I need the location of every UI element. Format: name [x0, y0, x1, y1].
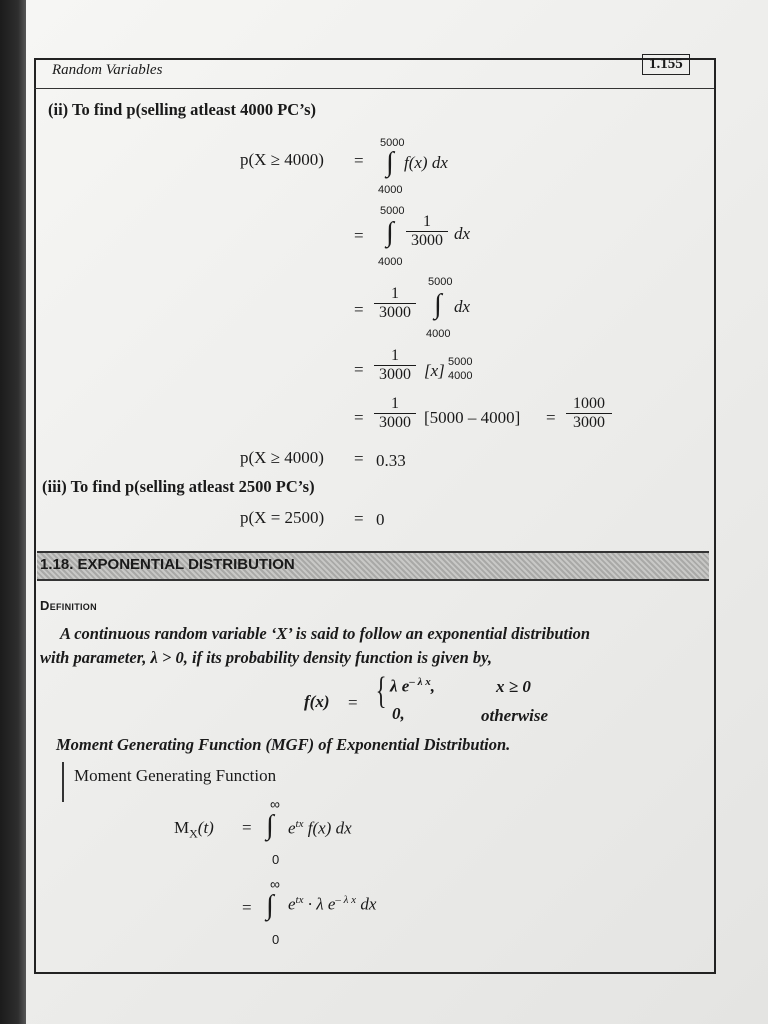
- equals-sign: =: [354, 408, 364, 427]
- page-frame: [34, 58, 716, 974]
- fraction-1-over-3000: [374, 347, 416, 384]
- upper-limit-infinity: ∞: [270, 796, 280, 812]
- bracket-difference: [5000 – 4000]: [424, 408, 521, 427]
- upper-limit-infinity: ∞: [270, 876, 280, 892]
- lower-limit: 4000: [378, 256, 403, 268]
- definition-line-2: with parameter, λ > 0, if its probability density function is given by,: [40, 648, 493, 667]
- equals-sign: =: [354, 300, 364, 319]
- running-title: Random Variables: [52, 62, 163, 78]
- definition-label: Definition: [40, 598, 97, 613]
- equals-sign: =: [242, 818, 252, 837]
- numerator: 1: [406, 213, 448, 232]
- margin-bar: [62, 762, 64, 802]
- upper-limit: 5000: [380, 205, 405, 217]
- section-title: 1.18. EXPONENTIAL DISTRIBUTION: [40, 556, 295, 573]
- pdf-lhs: f(x): [304, 692, 330, 711]
- bracket-x: [x]: [424, 361, 445, 380]
- lower-limit: 4000: [426, 328, 451, 340]
- numerator: 1: [374, 347, 416, 366]
- page-number: 1.155: [642, 54, 690, 75]
- numerator: 1: [374, 285, 416, 304]
- integral-sign: ∫: [386, 217, 394, 248]
- pdf-case1-condition: x ≥ 0: [496, 677, 531, 696]
- integral-sign: ∫: [266, 890, 274, 921]
- mgf-M: M: [174, 818, 190, 837]
- upper-limit: 5000: [380, 137, 405, 149]
- fraction-1-over-3000: [374, 395, 416, 432]
- lhs-prob-2500: p(X = 2500): [240, 508, 325, 527]
- lower-limit: 4000: [378, 184, 403, 196]
- lhs-prob-4000: p(X ≥ 4000): [240, 150, 324, 169]
- bracket-upper: 5000: [448, 356, 473, 368]
- e-base: e: [288, 818, 296, 838]
- book-page: [26, 0, 768, 1024]
- pdf-case2-condition: otherwise: [481, 706, 549, 725]
- denominator: 3000: [411, 232, 443, 249]
- integrand-fx-dx: f(x) dx: [404, 153, 448, 172]
- denominator: 3000: [379, 414, 411, 431]
- definition-line-1: A continuous random variable ‘X’ is said to follow an exponential distribution: [60, 624, 591, 643]
- e-base: e: [288, 894, 296, 914]
- equals-sign: =: [546, 408, 556, 427]
- mgf-integrand-2: [288, 894, 376, 915]
- mgf-lhs: [174, 818, 214, 841]
- equals-sign: =: [354, 151, 364, 170]
- equals-sign: =: [354, 360, 364, 379]
- fx-dx: f(x) dx: [307, 818, 352, 838]
- dx: dx: [454, 224, 471, 243]
- lower-limit-zero: 0: [272, 852, 280, 867]
- e-exponent: tx: [295, 894, 304, 906]
- part-iii-heading: (iii) To find p(selling atleast 2500 PC’s): [42, 477, 315, 496]
- equals-sign: =: [354, 449, 364, 468]
- mgf-argument: (t): [197, 818, 214, 837]
- numerator: 1: [374, 395, 416, 414]
- lower-limit-zero: 0: [272, 932, 280, 947]
- comma: ,: [430, 676, 435, 696]
- upper-limit: 5000: [428, 276, 453, 288]
- pdf-case1-expression: [390, 676, 435, 697]
- dx: dx: [360, 894, 377, 914]
- pdf-case2-value: 0,: [392, 704, 405, 723]
- equals-sign: =: [348, 693, 358, 712]
- equals-sign: =: [242, 898, 252, 917]
- mgf-label: Moment Generating Function: [74, 766, 277, 785]
- pdf-brace: {: [375, 670, 387, 712]
- e-exponent: tx: [295, 818, 304, 830]
- equals-sign: =: [354, 509, 364, 528]
- pdf-case1-exponent: – λ x: [409, 676, 431, 688]
- pdf-case1-base: λ e: [390, 676, 410, 696]
- fraction-1000-over-3000: [566, 395, 612, 432]
- integral-sign: ∫: [434, 289, 442, 320]
- lambda-exponent: – λ x: [335, 894, 357, 906]
- lambda-e: · λ e: [307, 894, 336, 914]
- denominator: 3000: [379, 366, 411, 383]
- integral-sign: ∫: [266, 810, 274, 841]
- denominator: 3000: [573, 414, 605, 431]
- header-rule: [34, 88, 714, 89]
- fraction-1-over-3000: [406, 213, 448, 250]
- bracket-lower: 4000: [448, 370, 473, 382]
- result-value: 0.33: [376, 451, 406, 470]
- result-value: 0: [376, 510, 385, 529]
- result-lhs: p(X ≥ 4000): [240, 448, 324, 467]
- dx: dx: [454, 297, 471, 316]
- numerator: 1000: [566, 395, 612, 414]
- mgf-heading: Moment Generating Function (MGF) of Exponential Distribution.: [56, 735, 511, 754]
- fraction-1-over-3000: [374, 285, 416, 322]
- denominator: 3000: [379, 304, 411, 321]
- integral-sign: ∫: [386, 147, 394, 178]
- mgf-subscript: X: [189, 826, 198, 841]
- equals-sign: =: [354, 226, 364, 245]
- mgf-integrand-1: [288, 818, 352, 839]
- part-ii-heading: (ii) To find p(selling atleast 4000 PC’s): [48, 100, 316, 119]
